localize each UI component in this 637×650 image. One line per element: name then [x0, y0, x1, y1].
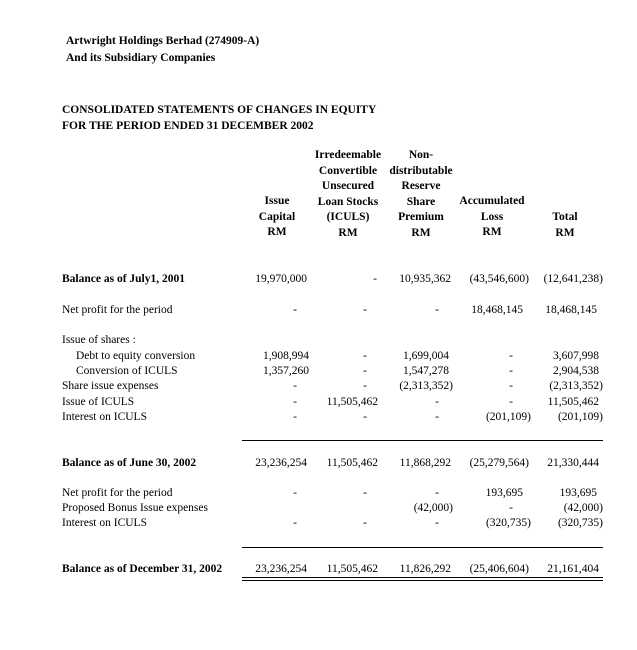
- cell-issue-capital: 23,236,254: [255, 563, 307, 575]
- cell-issue-capital: -: [293, 396, 297, 408]
- row-label-issue-of-shares: Issue of shares :: [62, 334, 136, 346]
- column-header-accumulated-loss: [452, 194, 532, 241]
- cell-total: (201,109): [557, 411, 603, 423]
- cell-accumulated-loss: 193,695: [485, 487, 523, 499]
- cell-accumulated-loss: (320,735): [485, 517, 531, 529]
- statement-period: FOR THE PERIOD ENDED 31 DECEMBER 2002: [62, 120, 314, 132]
- statement-title: CONSOLIDATED STATEMENTS OF CHANGES IN EQUITY: [62, 104, 377, 116]
- header-line: RM: [555, 226, 575, 239]
- cell-share-premium: 1,547,278: [403, 365, 449, 377]
- cell-issue-capital: -: [293, 411, 297, 423]
- row-label-balance-june-2002: Balance as of June 30, 2002: [62, 457, 197, 469]
- row-label-net-profit: Net profit for the period: [62, 487, 173, 499]
- row-label-share-issue-expenses: Share issue expenses: [62, 380, 159, 392]
- header-line: RM: [482, 226, 502, 238]
- header-line: Unsecured: [321, 180, 375, 192]
- cell-share-premium: -: [435, 517, 439, 529]
- cell-iculs: -: [363, 304, 367, 316]
- cell-issue-capital: 23,236,254: [255, 457, 307, 469]
- cell-iculs: 11,505,462: [326, 563, 378, 575]
- cell-iculs: -: [363, 517, 367, 529]
- cell-total: (42,000): [563, 502, 603, 514]
- cell-total: 193,695: [559, 487, 597, 499]
- column-header-share-premium: [381, 148, 461, 241]
- cell-iculs: 11,505,462: [326, 457, 378, 469]
- header-line: (ICULS): [326, 211, 370, 223]
- header-line: Total: [552, 211, 578, 223]
- cell-total: 3,607,998: [553, 350, 599, 362]
- cell-accumulated-loss: -: [509, 396, 513, 408]
- cell-share-premium: 11,826,292: [399, 563, 451, 575]
- cell-share-premium: -: [435, 411, 439, 423]
- cell-share-premium: -: [435, 396, 439, 408]
- cell-share-premium: 1,699,004: [403, 350, 449, 362]
- cell-total: (12,641,238): [543, 273, 603, 285]
- company-name: Artwright Holdings Berhad (274909-A): [66, 35, 260, 47]
- column-header-total: [540, 210, 590, 241]
- cell-share-premium: (42,000): [413, 502, 453, 514]
- cell-share-premium: 11,868,292: [399, 457, 451, 469]
- cell-total: (320,735): [557, 517, 603, 529]
- cell-total: 11,505,462: [547, 396, 599, 408]
- cell-issue-capital: -: [293, 380, 297, 392]
- header-line: Accumulated: [459, 195, 525, 207]
- header-line: Reserve: [401, 180, 441, 192]
- header-line: Premium: [398, 211, 444, 223]
- cell-accumulated-loss: -: [509, 365, 513, 377]
- cell-share-premium: -: [435, 304, 439, 316]
- header-line: RM: [338, 226, 358, 239]
- row-label-interest-iculs: Interest on ICULS: [62, 517, 147, 529]
- header-line: Share: [406, 195, 436, 208]
- cell-accumulated-loss: (25,279,564): [469, 457, 529, 469]
- cell-accumulated-loss: (201,109): [485, 411, 531, 423]
- cell-issue-capital: -: [293, 517, 297, 529]
- cell-accumulated-loss: 18,468,145: [471, 304, 523, 316]
- cell-share-premium: -: [435, 487, 439, 499]
- header-line: Irredeemable: [314, 149, 382, 161]
- cell-issue-capital: 19,970,000: [255, 273, 307, 285]
- row-label-issue-of-iculs: Issue of ICULS: [62, 396, 135, 408]
- cell-accumulated-loss: -: [509, 380, 513, 392]
- cell-iculs: 11,505,462: [326, 396, 378, 408]
- cell-accumulated-loss: -: [509, 350, 513, 362]
- company-subtitle: And its Subsidiary Companies: [66, 52, 216, 64]
- header-line: Loss: [480, 210, 504, 223]
- cell-iculs: -: [363, 487, 367, 499]
- cell-accumulated-loss: (25,406,604): [469, 563, 529, 575]
- header-line: Non-: [408, 149, 434, 161]
- cell-issue-capital: 1,908,994: [263, 350, 309, 362]
- header-line: Issue: [264, 195, 290, 207]
- cell-total: 18,468,145: [545, 304, 597, 316]
- row-label-conversion-iculs: Conversion of ICULS: [76, 365, 178, 377]
- cell-accumulated-loss: -: [509, 502, 513, 514]
- cell-iculs: -: [363, 411, 367, 423]
- row-label-balance-dec-2002: Balance as of December 31, 2002: [62, 563, 223, 575]
- column-header-issue-capital: [247, 194, 307, 241]
- grand-total-double-rule: [242, 577, 603, 581]
- cell-iculs: -: [363, 365, 367, 377]
- cell-issue-capital: -: [293, 487, 297, 499]
- cell-iculs: -: [373, 273, 377, 285]
- cell-iculs: -: [363, 350, 367, 362]
- row-label-interest-iculs: Interest on ICULS: [62, 411, 147, 423]
- subtotal-rule: [242, 440, 603, 441]
- cell-total: 21,161,404: [547, 563, 599, 575]
- cell-issue-capital: 1,357,260: [263, 365, 309, 377]
- cell-total: 2,904,538: [553, 365, 599, 377]
- header-line: Convertible: [318, 164, 378, 177]
- cell-total: (2,313,352): [549, 380, 603, 392]
- row-label-debt-equity: Debt to equity conversion: [76, 350, 196, 362]
- header-line: RM: [411, 226, 431, 239]
- cell-accumulated-loss: (43,546,600): [469, 273, 529, 285]
- cell-issue-capital: -: [293, 304, 297, 316]
- row-label-net-profit: Net profit for the period: [62, 304, 173, 316]
- cell-share-premium: 10,935,362: [399, 273, 451, 285]
- header-line: distributable: [389, 164, 453, 177]
- subtotal-rule: [242, 547, 603, 548]
- row-label-bonus-issue-expenses: Proposed Bonus Issue expenses: [62, 502, 208, 514]
- header-line: Capital: [258, 210, 296, 223]
- header-line: RM: [267, 226, 287, 238]
- cell-share-premium: (2,313,352): [399, 380, 453, 392]
- cell-total: 21,330,444: [547, 457, 599, 469]
- column-header-iculs: [305, 148, 391, 241]
- row-label-balance-2001: Balance as of July1, 2001: [62, 273, 185, 285]
- cell-iculs: -: [363, 380, 367, 392]
- header-line: Loan Stocks: [317, 195, 379, 208]
